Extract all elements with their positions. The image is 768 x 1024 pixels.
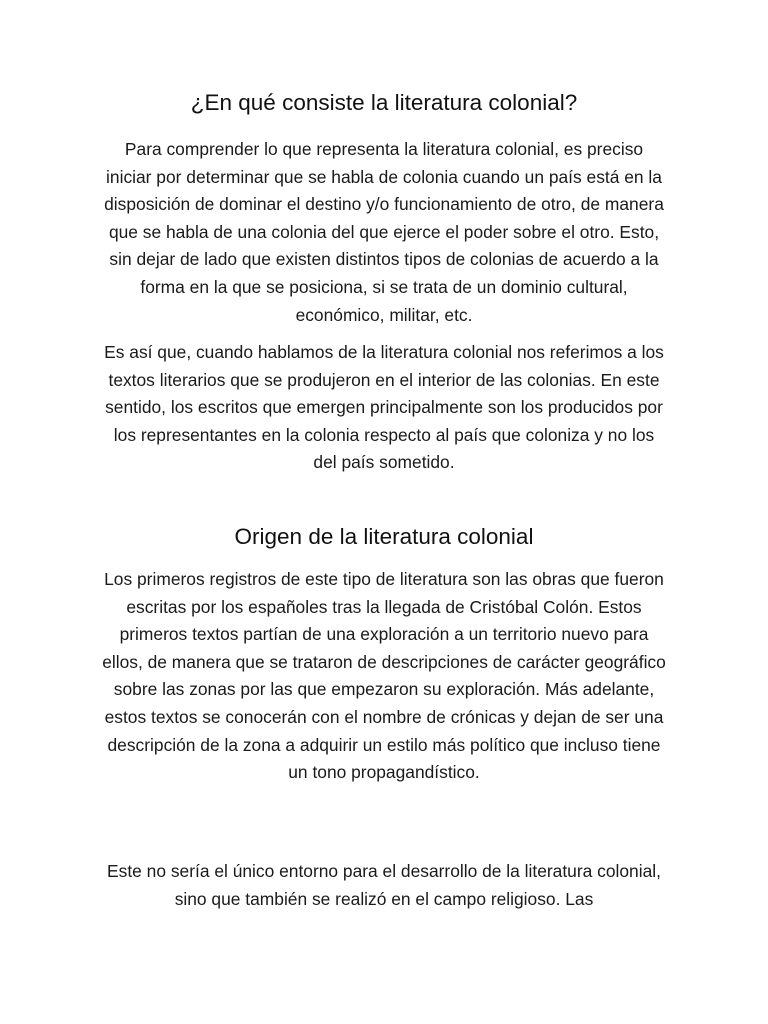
section-title-origen: Origen de la literatura colonial (234, 524, 534, 549)
section-title-literatura-colonial: ¿En qué consiste la literatura colonial? (190, 90, 578, 115)
paragraph-campo-religioso: Este no sería el único entorno para el desarrollo de la literatura colonial, sino que también se realizó en el campo religioso. Las (107, 861, 661, 909)
paragraph-primeros-registros: Los primeros registros de este tipo de literatura son las obras que fueron escritas por los españoles tras la llegada de Cristóbal Colón. Estos primeros textos partían de una exploración a un territorio nuevo para ellos, de manera que se trataron de descripciones de carácter geográfico sobre las zonas por las que empezaron su exploración. Más adelante, estos textos se conocerán con el nombre de crónicas y dejan de ser una descripción de la zona a adquirir un estilo más político que incluso tiene un tono propagandístico. (102, 569, 666, 783)
paragraph-definicion-colonia: Para comprender lo que representa la literatura colonial, es preciso iniciar por determinar que se habla de colonia cuando un país está en la disposición de dominar el destino y/o funcionamiento de otro, de manera que se habla de una colonia del que ejerce el poder sobre el otro. Esto, sin dejar de lado que existen distintos tipos de colonias de acuerdo a la forma en la que se posiciona, si se trata de un dominio cultural, económico, militar, etc. (104, 139, 664, 325)
paragraph-textos-literarios: Es así que, cuando hablamos de la literatura colonial nos referimos a los textos literarios que se produjeron en el interior de las colonias. En este sentido, los escritos que emergen principalmente son los producidos por los representantes en la colonia respecto al país que coloniza y no los del país sometido. (104, 342, 664, 473)
